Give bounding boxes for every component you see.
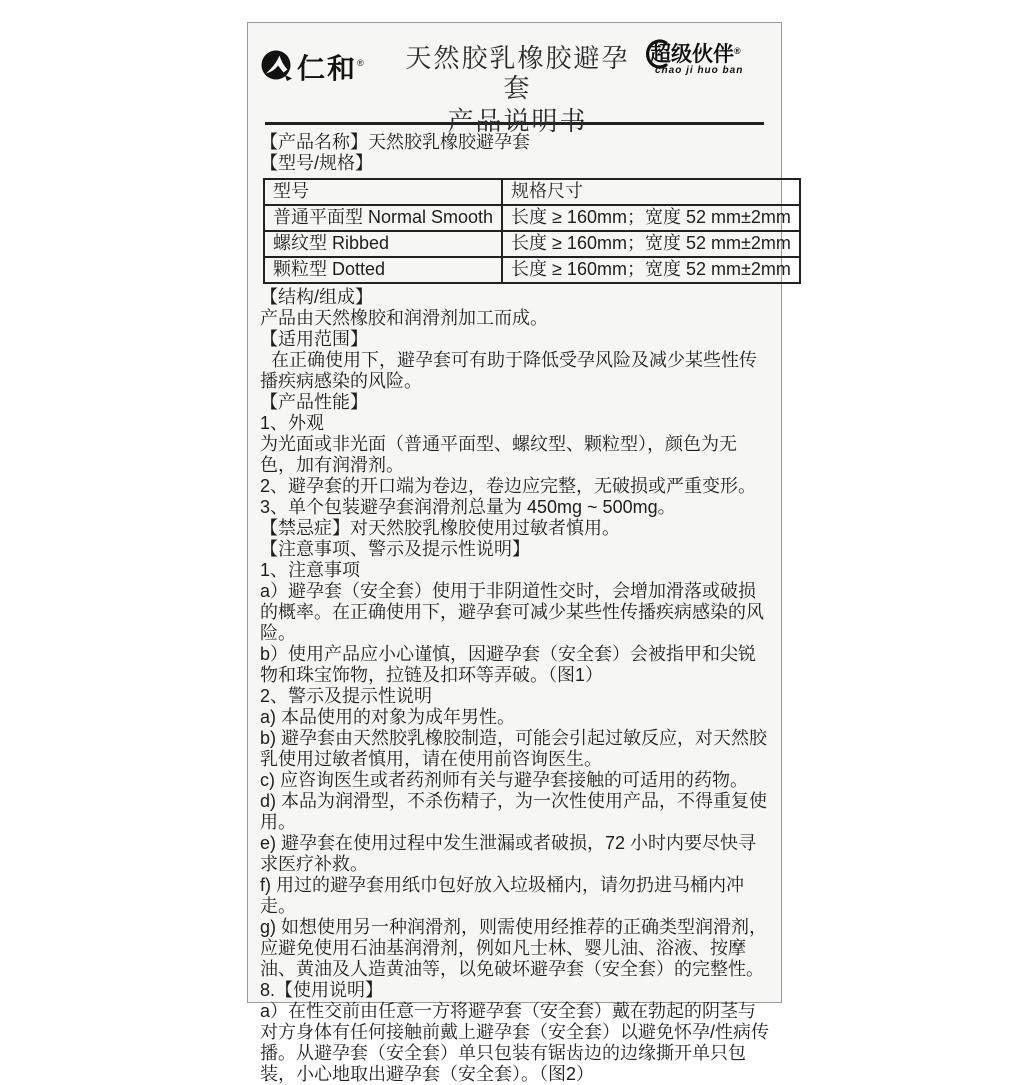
chaojihuoban-pinyin: chao ji huo ban — [655, 65, 744, 76]
spec-table-header-size: 规格尺寸 — [502, 179, 800, 205]
warnings-heading: 2、警示及提示性说明 — [260, 686, 433, 706]
warnings-item-c: c) 应咨询医生或者药剂师有关与避孕套接触的可适用的药物。 — [260, 770, 748, 790]
chaojihuoban-logo-text: 超级伙伴 — [650, 43, 734, 66]
spec-table-row — [264, 257, 800, 283]
spec-table-row — [264, 205, 800, 231]
warnings-item-g: g) 如想使用另一种润滑剂，则需使用经推荐的正确类型润滑剂，应避免使用石油基润滑剂，例如凡士林、婴儿油、浴液、按摩油、黄油及人造黄油等，以免破坏避孕套（安全套）的完整性。 — [260, 917, 768, 979]
performance-item-3: 3、单个包装避孕套润滑剂总量为 450mg ~ 500mg。 — [260, 497, 676, 517]
performance-item-2: 2、避孕套的开口端为卷边，卷边应完整，无破损或严重变形。 — [260, 476, 757, 496]
registered-mark-icon: ® — [734, 46, 741, 56]
warnings-item-f: f) 用过的避孕套用纸巾包好放入垃圾桶内，请勿扔进马桶内冲走。 — [260, 875, 744, 916]
structure-text: 产品由天然橡胶和润滑剂加工而成。 — [260, 308, 548, 328]
performance-item-1: 1、外观 — [260, 413, 325, 433]
usage-item-a: a）在性交前由任意一方将避孕套（安全套）戴在勃起的阴茎与对方身体有任何接触前戴上避孕套（安全套）以避免怀孕/性病传播。从避孕套（安全套）单只包装有锯齿边的边缘撕开单只包装，小心地取出避孕套（安全套）。（图2） — [260, 1001, 769, 1084]
title-block — [392, 43, 643, 136]
spec-table-cell: 长度 ≥ 160mm；宽度 52 mm±2mm — [502, 205, 800, 231]
model-spec-label: 【型号/规格】 — [260, 153, 374, 173]
spec-table-cell: 长度 ≥ 160mm；宽度 52 mm±2mm — [502, 231, 800, 257]
precautions-heading: 1、注意事项 — [260, 560, 361, 580]
section-precautions-label: 【注意事项、警示及提示性说明】 — [260, 539, 530, 559]
renhe-logo-text: 仁和 — [297, 54, 358, 85]
section-scope-label: 【适用范围】 — [260, 329, 368, 349]
renhe-logo-icon — [260, 49, 294, 85]
section-usage-label: 8.【使用说明】 — [260, 980, 384, 1000]
scope-text: 在正确使用下，避孕套可有助于降低受孕风险及减少某些性传播疾病感染的风险。 — [260, 350, 757, 391]
precautions-item-a: a）避孕套（安全套）使用于非阴道性交时，会增加滑落或破损的概率。在正确使用下，避孕套可减少某些性传播疾病感染的风险。 — [260, 581, 764, 643]
product-name-line: 【产品名称】天然胶乳橡胶避孕套 — [260, 132, 530, 152]
performance-item-1-text: 为光面或非光面（普通平面型、螺纹型、颗粒型），颜色为无色，加有润滑剂。 — [260, 434, 737, 475]
paragraph-list — [260, 287, 770, 1085]
warnings-item-e: e) 避孕套在使用过程中发生泄漏或者破损，72 小时内要尽快寻求医疗补救。 — [260, 833, 757, 874]
c-arc-icon — [641, 39, 668, 69]
document-body — [248, 130, 791, 1085]
chaojihuoban-logo — [643, 43, 769, 76]
page-title-line2: 产品说明书 — [447, 106, 588, 136]
spec-table-header-model: 型号 — [264, 179, 502, 205]
spec-table-cell: 螺纹型 Ribbed — [264, 231, 502, 257]
section-performance-label: 【产品性能】 — [260, 392, 368, 412]
spec-table-body — [264, 205, 800, 283]
spec-table-cell: 普通平面型 Normal Smooth — [264, 205, 502, 231]
spec-table-row — [264, 231, 800, 257]
precautions-item-b: b）使用产品应小心谨慎，因避孕套（安全套）会被指甲和尖锐物和珠宝饰物，拉链及扣环等弄破。（图1） — [260, 644, 757, 685]
chaojihuoban-logo-main — [643, 43, 769, 67]
registered-mark-icon: ® — [357, 58, 364, 68]
section-structure-label: 【结构/组成】 — [260, 287, 374, 307]
spec-table — [263, 178, 801, 284]
warnings-item-a: a) 本品使用的对象为成年男性。 — [260, 707, 516, 727]
warnings-item-b: b) 避孕套由天然胶乳橡胶制造，可能会引起过敏反应，对天然胶乳使用过敏者慎用，请在使用前咨询医生。 — [260, 728, 768, 769]
warnings-item-d: d) 本品为润滑型，不杀伤精子，为一次性使用产品，不得重复使用。 — [260, 791, 768, 832]
header — [248, 23, 781, 136]
instruction-sheet-page — [247, 22, 791, 1084]
renhe-logo — [260, 43, 392, 87]
section-contraindication: 【禁忌症】对天然胶乳橡胶使用过敏者慎用。 — [260, 518, 620, 538]
spec-table-cell: 颗粒型 Dotted — [264, 257, 502, 283]
spec-table-head — [264, 179, 800, 205]
page-title-line1: 天然胶乳橡胶避孕套 — [405, 43, 630, 103]
spec-table-header-row — [264, 179, 800, 205]
spec-table-cell: 长度 ≥ 160mm；宽度 52 mm±2mm — [502, 257, 800, 283]
